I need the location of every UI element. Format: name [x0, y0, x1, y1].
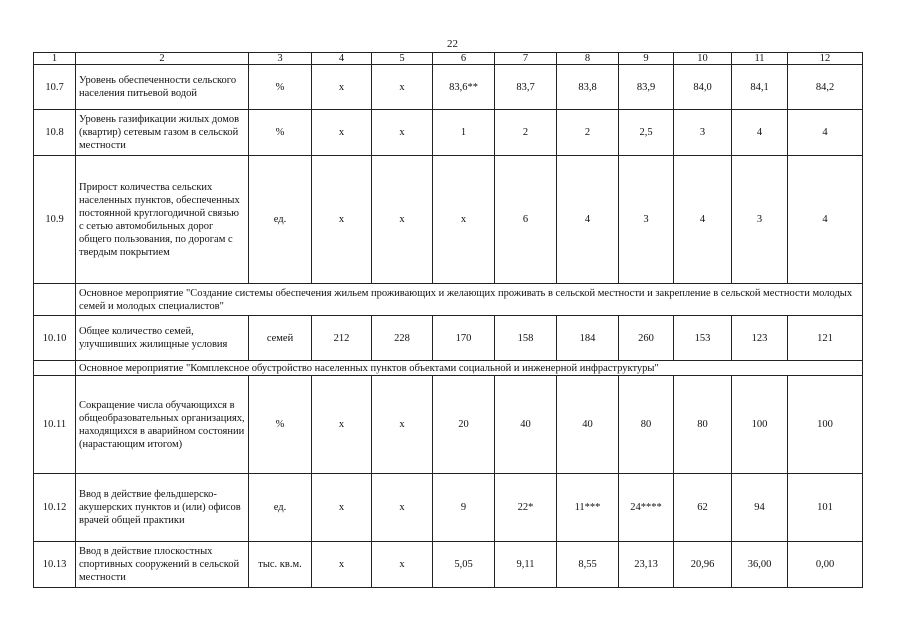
indicator-name: Сокращение числа обучающихся в общеобразовательных организациях, находящихся в аварийном состоянии (нарастающим итогом): [76, 376, 249, 474]
indicator-table: [33, 52, 863, 588]
section-row: [34, 284, 863, 316]
value-cell: 212: [312, 316, 372, 361]
value-cell: 40: [557, 376, 619, 474]
value-cell: 83,9: [619, 65, 674, 110]
value-cell: 228: [372, 316, 433, 361]
value-cell: 94: [732, 474, 788, 542]
value-cell: 9,11: [495, 542, 557, 588]
value-cell: 36,00: [732, 542, 788, 588]
section-row: [34, 361, 863, 376]
table-row: [34, 376, 863, 474]
value-cell: 6: [495, 156, 557, 284]
value-cell: х: [312, 474, 372, 542]
indicator-name: Уровень обеспеченности сельского населения питьевой водой: [76, 65, 249, 110]
value-cell: 184: [557, 316, 619, 361]
value-cell: 101: [788, 474, 863, 542]
value-cell: 62: [674, 474, 732, 542]
value-cell: 260: [619, 316, 674, 361]
value-cell: 4: [557, 156, 619, 284]
column-number: 8: [557, 53, 619, 65]
value-cell: 123: [732, 316, 788, 361]
row-id: 10.7: [34, 65, 76, 110]
value-cell: 5,05: [433, 542, 495, 588]
value-cell: 20,96: [674, 542, 732, 588]
unit-cell: %: [249, 65, 312, 110]
value-cell: х: [372, 65, 433, 110]
row-id: 10.10: [34, 316, 76, 361]
value-cell: 8,55: [557, 542, 619, 588]
value-cell: 80: [674, 376, 732, 474]
table-row: [34, 156, 863, 284]
page-number: 22: [447, 38, 458, 50]
value-cell: 3: [732, 156, 788, 284]
main-event-title: Основное мероприятие "Комплексное обустройство населенных пунктов объектами социальной и инженерной инфраструктуры": [76, 361, 863, 376]
value-cell: 4: [788, 110, 863, 156]
indicator-name: Ввод в действие плоскостных спортивных сооружений в сельской местности: [76, 542, 249, 588]
value-cell: 2: [557, 110, 619, 156]
value-cell: 3: [619, 156, 674, 284]
column-number: 9: [619, 53, 674, 65]
indicator-name: Ввод в действие фельдшерско-акушерских пунктов и (или) офисов врачей общей практики: [76, 474, 249, 542]
column-number: 1: [34, 53, 76, 65]
value-cell: 158: [495, 316, 557, 361]
row-id: 10.12: [34, 474, 76, 542]
value-cell: х: [372, 110, 433, 156]
indicator-name: Общее количество семей, улучшивших жилищные условия: [76, 316, 249, 361]
column-number: 3: [249, 53, 312, 65]
value-cell: 11***: [557, 474, 619, 542]
row-id: 10.13: [34, 542, 76, 588]
value-cell: х: [312, 65, 372, 110]
unit-cell: ед.: [249, 474, 312, 542]
table-row: [34, 474, 863, 542]
value-cell: 100: [788, 376, 863, 474]
value-cell: 84,2: [788, 65, 863, 110]
value-cell: 170: [433, 316, 495, 361]
value-cell: 83,6**: [433, 65, 495, 110]
value-cell: 2: [495, 110, 557, 156]
empty-cell: [34, 284, 76, 316]
value-cell: 3: [674, 110, 732, 156]
value-cell: 1: [433, 110, 495, 156]
unit-cell: тыс. кв.м.: [249, 542, 312, 588]
table-row: [34, 316, 863, 361]
value-cell: х: [312, 156, 372, 284]
value-cell: 80: [619, 376, 674, 474]
column-number: 10: [674, 53, 732, 65]
table-row: [34, 542, 863, 588]
value-cell: 100: [732, 376, 788, 474]
value-cell: 22*: [495, 474, 557, 542]
value-cell: 40: [495, 376, 557, 474]
value-cell: х: [312, 110, 372, 156]
value-cell: 2,5: [619, 110, 674, 156]
column-number: 5: [372, 53, 433, 65]
indicator-name: Уровень газификации жилых домов (квартир) сетевым газом в сельской местности: [76, 110, 249, 156]
value-cell: 4: [788, 156, 863, 284]
unit-cell: %: [249, 110, 312, 156]
value-cell: 23,13: [619, 542, 674, 588]
column-number: 4: [312, 53, 372, 65]
column-number-row: [34, 53, 863, 65]
value-cell: 0,00: [788, 542, 863, 588]
value-cell: х: [433, 156, 495, 284]
value-cell: 83,8: [557, 65, 619, 110]
value-cell: 4: [674, 156, 732, 284]
value-cell: 4: [732, 110, 788, 156]
value-cell: 153: [674, 316, 732, 361]
value-cell: 84,1: [732, 65, 788, 110]
column-number: 7: [495, 53, 557, 65]
column-number: 11: [732, 53, 788, 65]
value-cell: 83,7: [495, 65, 557, 110]
row-id: 10.8: [34, 110, 76, 156]
column-number: 2: [76, 53, 249, 65]
unit-cell: семей: [249, 316, 312, 361]
table-row: [34, 65, 863, 110]
main-event-title: Основное мероприятие "Создание системы обеспечения жильем проживающих и желающих проживать в сельской местности и закрепление в сельской местности молодых семей и молодых специалистов": [76, 284, 863, 316]
value-cell: х: [372, 376, 433, 474]
value-cell: 84,0: [674, 65, 732, 110]
value-cell: х: [312, 542, 372, 588]
column-number: 12: [788, 53, 863, 65]
row-id: 10.9: [34, 156, 76, 284]
empty-cell: [34, 361, 76, 376]
value-cell: 121: [788, 316, 863, 361]
unit-cell: %: [249, 376, 312, 474]
unit-cell: ед.: [249, 156, 312, 284]
row-id: 10.11: [34, 376, 76, 474]
value-cell: 9: [433, 474, 495, 542]
value-cell: 24****: [619, 474, 674, 542]
value-cell: х: [312, 376, 372, 474]
value-cell: 20: [433, 376, 495, 474]
value-cell: х: [372, 542, 433, 588]
column-number: 6: [433, 53, 495, 65]
table-row: [34, 110, 863, 156]
value-cell: х: [372, 474, 433, 542]
value-cell: х: [372, 156, 433, 284]
indicator-name: Прирост количества сельских населенных пунктов, обеспеченных постоянной круглогодичной связью с сетью автомобильных дорог общего пользования, по дорогам с твердым покрытием: [76, 156, 249, 284]
